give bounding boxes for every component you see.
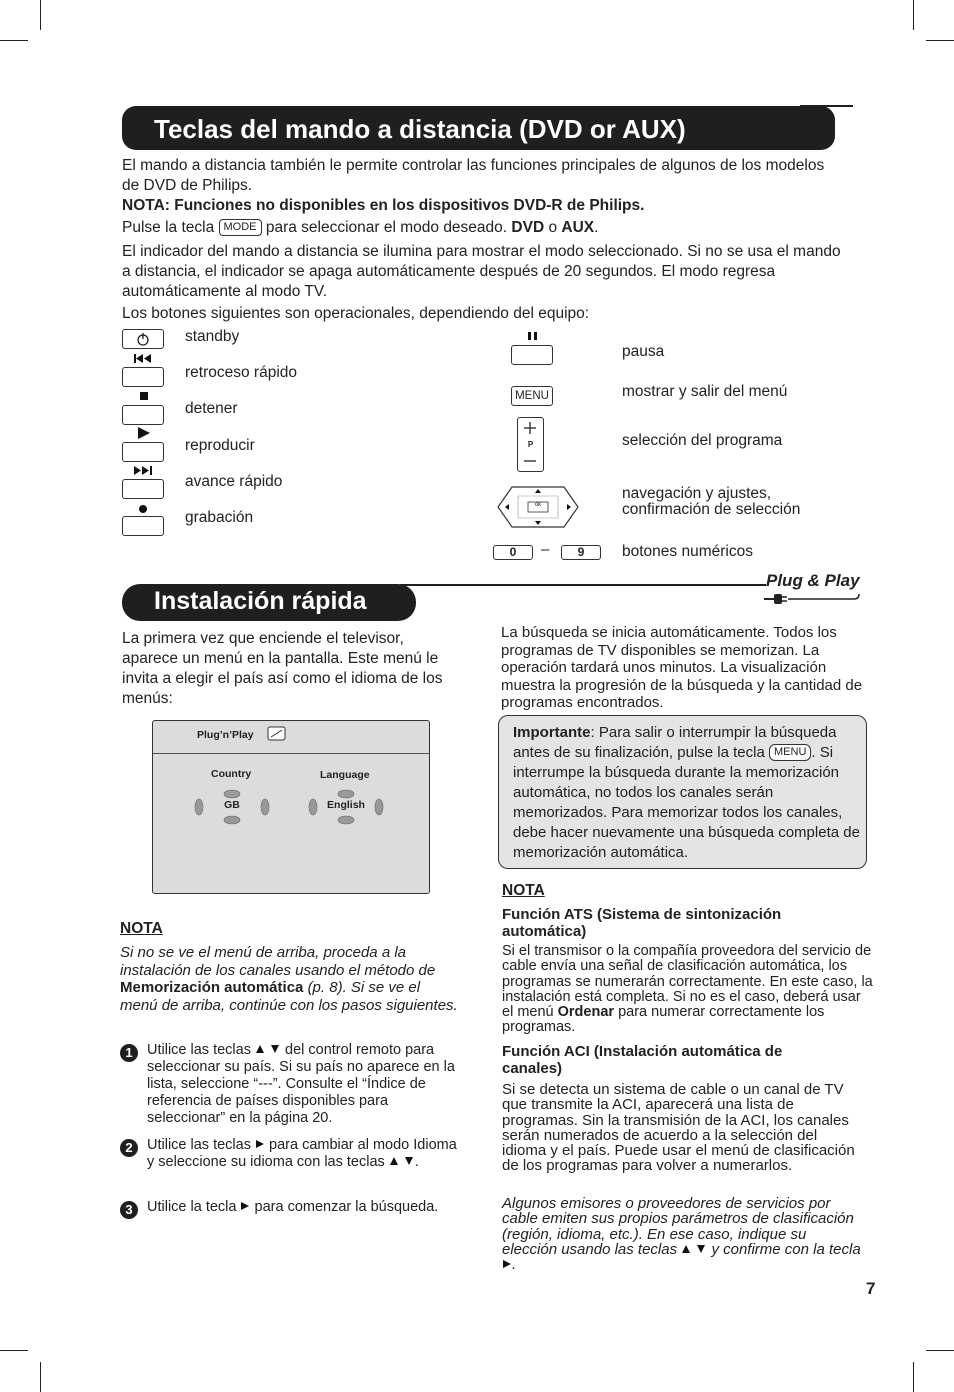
mode-instruction: Pulse la tecla MODE para seleccionar el modo deseado. DVD o AUX. (122, 219, 599, 236)
crop-mark (0, 40, 28, 41)
stop-key (122, 405, 164, 425)
nota-heading: NOTA (502, 882, 545, 899)
right-arrow-icon (502, 1259, 512, 1269)
key-label: mostrar y salir del menú (622, 383, 788, 400)
tv-icon (267, 726, 287, 742)
key-label: navegación y ajustes, confirmación de selección (622, 485, 801, 518)
ok-key-label: ok (534, 502, 542, 508)
pause-icon (527, 331, 539, 341)
language-label: Language (320, 769, 370, 781)
up-down-arrows-icon (681, 1244, 707, 1254)
up-down-arrows-icon (389, 1156, 415, 1166)
step-number: 1 (120, 1044, 138, 1062)
digit-9-key: 9 (561, 545, 601, 560)
plug-n-play-screen (152, 720, 430, 894)
country-label: Country (211, 768, 252, 780)
key-label: selección del programa (622, 432, 783, 449)
section-title-remote (122, 106, 835, 150)
plug-icon (764, 591, 860, 605)
play-key (122, 442, 164, 462)
country-value: GB (224, 799, 240, 811)
step-3: 3 Utilice la tecla para comenzar la búsqueda. (120, 1199, 465, 1219)
plus-icon (523, 421, 537, 435)
up-down-arrows-icon (255, 1044, 281, 1054)
minus-icon (523, 456, 537, 466)
digit-0-key: 0 (493, 545, 533, 560)
install-intro: La primera vez que enciende el televisor, aparece un menú en la pantalla. Este menú le invita a elegir el país así como el idioma de los menús: (122, 630, 443, 707)
step-2: 2 Utilice las teclas para cambiar al modo Idioma y seleccione su idioma con las teclas . (120, 1137, 465, 1189)
nota-text: Si no se ve el menú de arriba, proceda a la instalación de los canales usando el método de Memorización automática (p. 8). Si se ve el menú de arriba, continúe con los pasos siguientes. (120, 944, 458, 1014)
record-icon (138, 504, 148, 514)
right-arrow-icon (240, 1201, 250, 1211)
section-title-quick-install (122, 584, 416, 621)
key-label: avance rápido (185, 473, 283, 490)
key-label: botones numéricos (622, 543, 753, 560)
crop-mark (40, 1362, 41, 1392)
page-title: Teclas del mando a distancia (DVD or AUX) (154, 114, 686, 144)
crop-mark (0, 1350, 28, 1351)
aci-text: Si se detecta un sistema de cable o un canal de TV que transmite la ACI, aparecerá una lista de programas. Sin la transmisión de la ACI, los canales serán numerados de acuerdo a la selección del idioma y el país. Puede usar el menú de clasificación de los programas para volver a numerarlos. (502, 1081, 855, 1175)
key-label: detener (185, 400, 238, 417)
crop-mark (913, 0, 914, 30)
step-1: 1 Utilice las teclas del control remoto para seleccionar su país. Si su país no aparece en la lista, seleccione “---”. Consulte el “Índice de referencia de países disponibles para seleccionar” en la página 20. (120, 1042, 465, 1132)
program-key-label: P (527, 440, 534, 449)
menu-key: MENU (769, 744, 811, 761)
screen-divider (153, 753, 429, 754)
indicator-text: El indicador del mando a distancia se ilumina para mostrar el modo seleccionado. Si no se usa el mando a distancia, el indicador se apaga automáticamente después de 20 segundos. El modo regresa automáticamente al modo TV. (122, 243, 841, 300)
rewind-key (122, 367, 164, 387)
mode-key: MODE (219, 219, 262, 236)
fast-forward-key (122, 479, 164, 499)
language-value: English (327, 799, 365, 811)
stop-icon (139, 391, 149, 401)
buttons-intro: Los botones siguientes son operacionales, dependiendo del equipo: (122, 305, 590, 322)
crop-mark (926, 1350, 954, 1351)
step-number: 3 (120, 1201, 138, 1219)
aci-title: Función ACI (Instalación automática de canales) (502, 1043, 783, 1077)
ats-title: Función ATS (Sistema de sintonización automática) (502, 906, 782, 940)
play-icon (137, 426, 151, 440)
crop-mark (913, 1362, 914, 1392)
banner-rule (400, 584, 766, 586)
pause-key (511, 345, 553, 365)
important-box (498, 715, 867, 869)
screen-title: Plug’n’Play (197, 729, 254, 741)
key-label: pausa (622, 343, 665, 360)
record-key (122, 516, 164, 536)
crop-mark (40, 0, 41, 30)
step-number: 2 (120, 1139, 138, 1157)
important-text: Importante: Para salir o interrumpir la búsqueda antes de su finalización, pulse la tecla MENU . Si interrumpe la búsqueda durante la memorización automática, no todos los canales serán memorizados. Para memorizar todos los canales, debe hacer nuevamente una búsqueda completa de memorización automática. (513, 724, 860, 861)
rewind-icon (133, 353, 153, 364)
key-label: retroceso rápido (185, 364, 298, 381)
program-key (517, 417, 544, 472)
key-label: reproducir (185, 437, 255, 454)
italic-note: Algunos emisores o proveedores de servicios por cable emiten sus propios parámetros de clasificación (región, idioma, etc.). En ese caso, indique su elección usando las teclas y confirme con la tecla . (502, 1195, 861, 1274)
range-dash: – (541, 541, 550, 558)
dvdr-note: NOTA: Funciones no disponibles en los dispositivos DVD-R de Philips. (122, 197, 645, 214)
page-number: 7 (866, 1279, 876, 1298)
section-title: Instalación rápida (154, 587, 367, 615)
right-arrow-icon (255, 1139, 265, 1149)
key-label: grabación (185, 509, 254, 526)
nota-heading: NOTA (120, 920, 163, 937)
ats-text: Si el transmisor o la compañía proveedora del servicio de cable envía una señal de clasificación automática, los programas se numerarán correctamente. En este caso, la instalación está completa. Si no es el caso, deberá usar el menú Ordenar para numerar correctamente los programas. (502, 943, 873, 1036)
crop-mark (926, 40, 954, 41)
intro-text: El mando a distancia también le permite controlar las funciones principales de algunos de los modelos de DVD de Philips. (122, 157, 825, 194)
menu-key: MENU (511, 386, 553, 406)
key-label: standby (185, 328, 240, 345)
search-text: La búsqueda se inicia automáticamente. Todos los programas de TV disponibles se memorizan. La operación tardará unos minutos. La visualización muestra la progresión de la búsqueda y la cantidad de programas encontrados. (501, 624, 863, 711)
standby-icon (123, 330, 163, 348)
standby-key (122, 329, 164, 349)
fast-forward-icon (133, 465, 153, 476)
plug-and-play-logo: Plug & Play (766, 571, 860, 590)
